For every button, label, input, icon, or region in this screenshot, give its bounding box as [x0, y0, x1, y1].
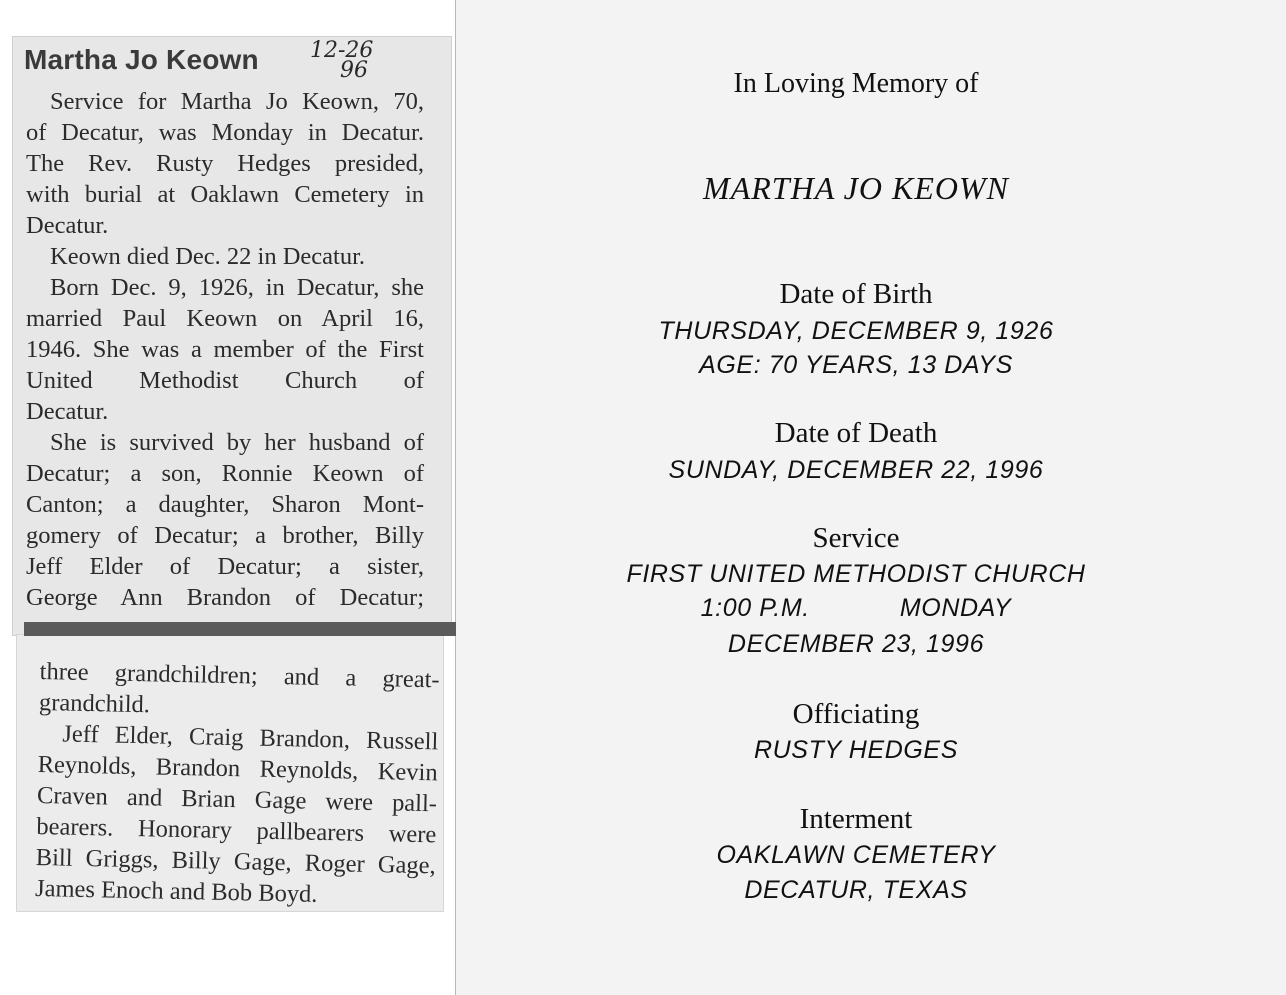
- handwritten-date-day: 12-26: [310, 38, 374, 63]
- obituary-line: married Paul Keown on April 16,: [26, 305, 424, 332]
- obituary-headline: Martha Jo Keown: [24, 44, 259, 75]
- obituary-line: with burial at Oaklawn Cemetery in: [26, 181, 424, 208]
- birth-date: THURSDAY, DECEMBER 9, 1926: [658, 317, 1054, 345]
- card-heading: In Loving Memory of: [733, 68, 979, 99]
- obituary-line: Decatur.: [26, 398, 109, 425]
- obituary-text-bottom: [35, 656, 440, 912]
- officiant: RUSTY HEDGES: [753, 736, 958, 764]
- obituary-line: Jeff Elder, Craig Brandon, Russell: [62, 720, 439, 756]
- obituary-line: gomery of Decatur; a brother, Billy: [26, 522, 424, 549]
- interment-location: DECATUR, TEXAS: [744, 876, 968, 904]
- service-time: 1:00 P.M.: [700, 594, 810, 622]
- obituary-line: 1946. She was a member of the First: [26, 336, 424, 363]
- obituary-line: Keown died Dec. 22 in Decatur.: [50, 243, 365, 270]
- obituary-line: Bill Griggs, Billy Gage, Roger Gage,: [35, 843, 436, 880]
- service-time-row: [456, 594, 1256, 623]
- obituary-line: Jeff Elder of Decatur; a sister,: [26, 553, 424, 580]
- card-name: MARTHA JO KEOWN: [703, 170, 1009, 206]
- clipping-divider-bar: [24, 622, 456, 636]
- obituary-line: Decatur; a son, Ronnie Keown of: [26, 460, 424, 487]
- age: AGE: 70 YEARS, 13 DAYS: [699, 351, 1013, 379]
- obituary-line: Reynolds, Brandon Reynolds, Kevin: [37, 750, 438, 787]
- obituary-line: Born Dec. 9, 1926, in Decatur, she: [50, 274, 424, 301]
- obituary-line: Craven and Brian Gage were pall-: [36, 781, 438, 818]
- obituary-line: United Methodist Church of: [26, 367, 424, 394]
- obituary-line: The Rev. Rusty Hedges presided,: [26, 150, 424, 177]
- obituary-line: James Enoch and Bob Boyd.: [34, 874, 318, 908]
- obituary-line: of Decatur, was Monday in Decatur.: [26, 119, 424, 146]
- death-label: Date of Death: [774, 417, 938, 449]
- obituary-line: bearers. Honorary pallbearers were: [36, 812, 437, 849]
- cemetery: OAKLAWN CEMETERY: [716, 841, 996, 869]
- interment-label: Interment: [799, 803, 913, 835]
- service-label: Service: [812, 522, 900, 554]
- obituary-line: Service for Martha Jo Keown, 70,: [50, 88, 424, 115]
- obituary-line: She is survived by her husband of: [50, 429, 424, 456]
- obituary-line: three grandchildren; and a great-: [39, 657, 440, 694]
- death-date: SUNDAY, DECEMBER 22, 1996: [668, 456, 1044, 484]
- memorial-card: [456, 0, 1286, 995]
- obituary-line: George Ann Brandon of Decatur;: [26, 584, 424, 611]
- obituary-line: grandchild.: [38, 688, 151, 719]
- officiating-label: Officiating: [792, 698, 920, 730]
- service-day: MONDAY: [899, 594, 1012, 622]
- handwritten-date: [310, 38, 380, 84]
- birth-label: Date of Birth: [779, 278, 933, 310]
- obituary-line: Decatur.: [26, 212, 109, 239]
- obituary-text-top: [26, 86, 424, 613]
- service-date: DECEMBER 23, 1996: [727, 630, 985, 658]
- service-place: FIRST UNITED METHODIST CHURCH: [626, 560, 1086, 588]
- handwritten-date-year: 96: [340, 58, 368, 83]
- obituary-line: Canton; a daughter, Sharon Mont-: [26, 491, 424, 518]
